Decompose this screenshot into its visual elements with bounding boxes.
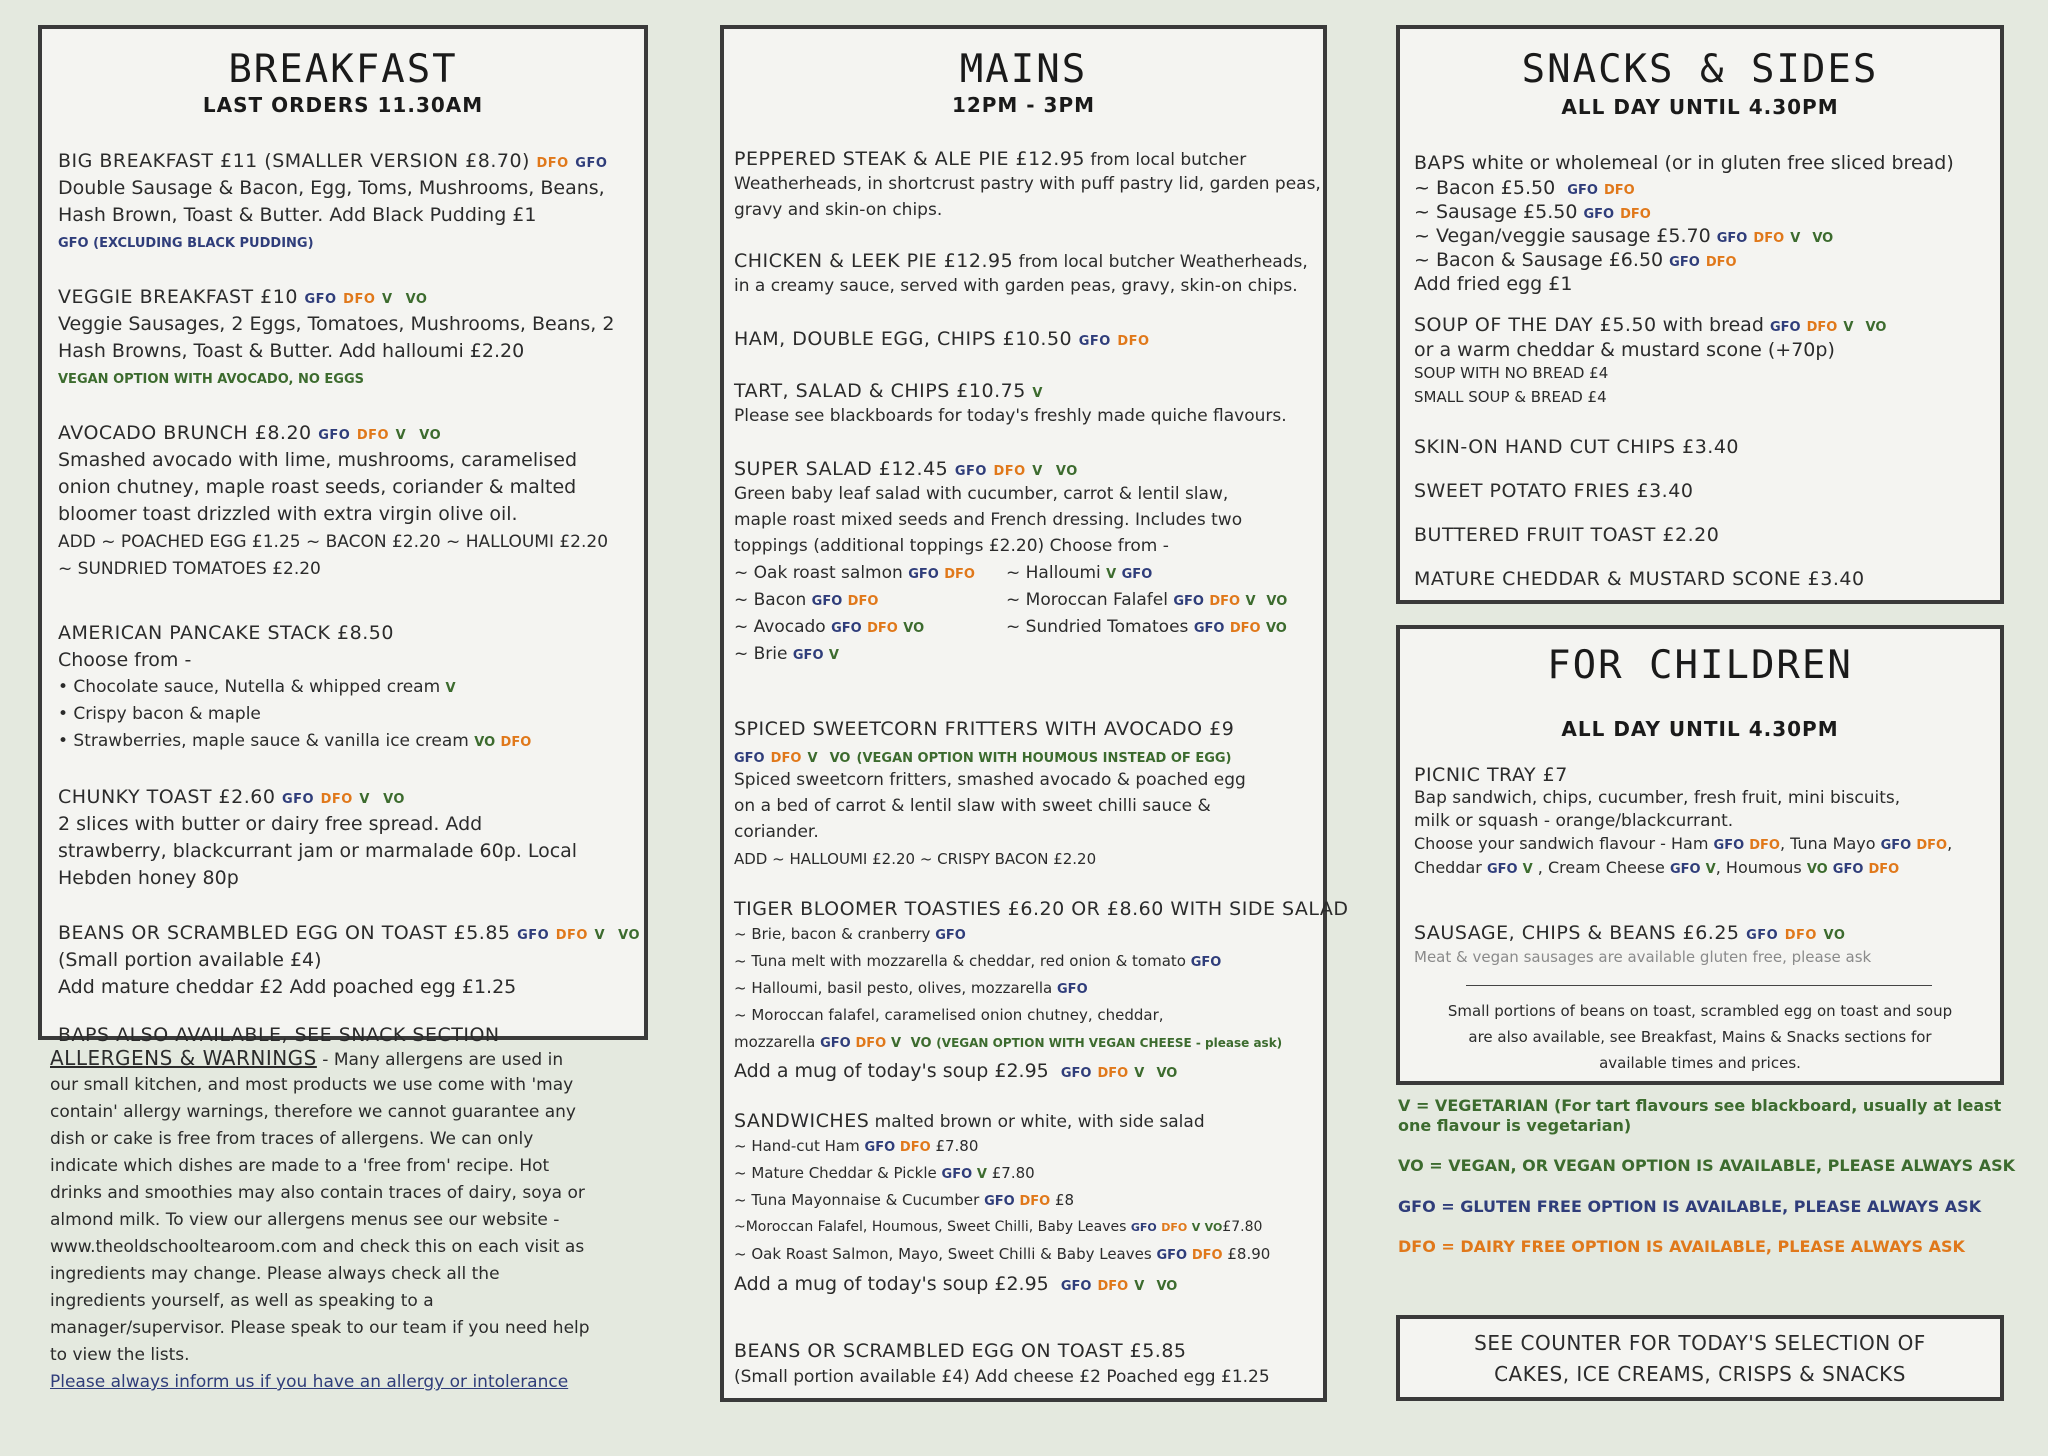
picnic-flavours: Choose your sandwich flavour - Ham GFO DFO, Tuna Mayo GFO DFO, xyxy=(1414,834,1953,853)
legend-vegan: VO = VEGAN, OR VEGAN OPTION IS AVAILABLE, PLEASE ALWAYS ASK xyxy=(1398,1156,2016,1175)
beans-toast-title: BEANS OR SCRAMBLED EGG ON TOAST £5.85 GFO DFO V VO xyxy=(58,922,641,944)
sandwich-item: ~Moroccan Falafel, Houmous, Sweet Chilli, Baby Leaves GFO DFO V VO£7.80 xyxy=(734,1219,1263,1235)
salad-topping: ~ Moroccan Falafel GFO DFO V VO xyxy=(1006,590,1288,610)
super-salad-title: SUPER SALAD £12.45 GFO DFO V VO xyxy=(734,458,1078,480)
picnic-title: PICNIC TRAY £7 xyxy=(1414,764,1568,786)
super-salad-desc: toppings (additional toppings £2.20) Choose from - xyxy=(734,536,1169,556)
avocado-brunch-add: ADD ~ POACHED EGG £1.25 ~ BACON £2.20 ~ HALLOUMI £2.20 xyxy=(58,532,609,552)
baps-note: BAPS ALSO AVAILABLE, SEE SNACK SECTION xyxy=(58,1024,500,1046)
allergens-website[interactable]: www.theoldschooltearoom.com and check this on each visit as xyxy=(50,1237,585,1257)
fritters-desc: Spiced sweetcorn fritters, smashed avocado & poached egg xyxy=(734,770,1246,790)
sausage-title: SAUSAGE, CHIPS & BEANS £6.25 GFO DFO VO xyxy=(1414,922,1846,944)
bap-item: ~ Bacon & Sausage £6.50 GFO DFO xyxy=(1414,249,1737,271)
chunky-toast-desc: 2 slices with butter or dairy free spread. Add xyxy=(58,813,483,835)
chunky-toast-desc: Hebden honey 80p xyxy=(58,867,239,889)
snacks-panel xyxy=(1396,25,2004,604)
legend-dairy-free: DFO = DAIRY FREE OPTION IS AVAILABLE, PLEASE ALWAYS ASK xyxy=(1398,1237,1965,1256)
allergens-line: manager/supervisor. Please speak to our team if you need help xyxy=(50,1318,590,1338)
sandwiches-title: SANDWICHES malted brown or white, with side salad xyxy=(734,1110,1205,1132)
salad-topping: ~ Brie GFO V xyxy=(734,644,839,664)
sandwich-item: ~ Mature Cheddar & Pickle GFO V £7.80 xyxy=(734,1164,1035,1182)
bap-item: ~ Vegan/veggie sausage £5.70 GFO DFO V VO xyxy=(1414,225,1834,247)
fritters-desc: on a bed of carrot & lentil slaw with sweet chilli sauce & xyxy=(734,796,1211,816)
soup-or: or a warm cheddar & mustard scone (+70p) xyxy=(1414,339,1835,361)
children-panel xyxy=(1396,625,2004,1085)
salad-topping: ~ Oak roast salmon GFO DFO xyxy=(734,563,975,583)
allergens-line: contain' allergy warnings, therefore we cannot guarantee any xyxy=(50,1102,576,1122)
toastie-item: mozzarella GFO DFO V VO (VEGAN OPTION WITH VEGAN CHEESE - please ask) xyxy=(734,1033,1283,1051)
avocado-brunch-add: ~ SUNDRIED TOMATOES £2.20 xyxy=(58,559,321,579)
pancake-option: • Strawberries, maple sauce & vanilla ice cream VO DFO xyxy=(58,731,532,751)
small-portions-note: Small portions of beans on toast, scrambled egg on toast and soup xyxy=(1447,1002,1953,1020)
allergens-line: ingredients may change. Please always check all the xyxy=(50,1264,500,1284)
soup-title: SOUP OF THE DAY £5.50 with bread GFO DFO V VO xyxy=(1414,314,1887,336)
steak-pie-desc: gravy and skin-on chips. xyxy=(734,200,943,220)
snacks-subtitle: ALL DAY UNTIL 4.30PM xyxy=(1561,95,1839,119)
toasties-title: TIGER BLOOMER TOASTIES £6.20 OR £8.60 WITH SIDE SALAD xyxy=(734,898,1349,920)
toastie-item: ~ Moroccan falafel, caramelised onion chutney, cheddar, xyxy=(734,1006,1164,1024)
allergens-line: to view the lists. xyxy=(50,1345,190,1365)
toastie-item: ~ Halloumi, basil pesto, olives, mozzarella GFO xyxy=(734,979,1088,997)
tart-title: TART, SALAD & CHIPS £10.75 V xyxy=(734,380,1043,402)
allergens-line: ingredients yourself, as well as speaking to a xyxy=(50,1291,434,1311)
super-salad-desc: Green baby leaf salad with cucumber, carrot & lentil slaw, xyxy=(734,484,1229,504)
breakfast-panel xyxy=(38,25,648,1046)
toastie-item: ~ Tuna melt with mozzarella & cheddar, red onion & tomato GFO xyxy=(734,952,1222,970)
allergens-heading: ALLERGENS & WARNINGS xyxy=(50,1046,317,1070)
veggie-breakfast-desc: Hash Browns, Toast & Butter. Add halloumi £2.20 xyxy=(58,340,525,362)
chunky-toast-title: CHUNKY TOAST £2.60 GFO DFO V VO xyxy=(58,786,405,808)
allergens-line: dish or cake is free from traces of allergens. We can only xyxy=(50,1129,534,1149)
snacks-title: SNACKS & SIDES xyxy=(1521,47,1879,92)
super-salad-desc: maple roast mixed seeds and French dressing. Includes two xyxy=(734,510,1243,530)
legend-vegetarian: one flavour is vegetarian) xyxy=(1398,1116,1632,1135)
children-title: FOR CHILDREN xyxy=(1547,643,1853,688)
veggie-breakfast-note: VEGAN OPTION WITH AVOCADO, NO EGGS xyxy=(58,372,364,387)
pancake-option: • Crispy bacon & maple xyxy=(58,704,261,724)
mains-title: MAINS xyxy=(959,47,1088,92)
steak-pie-title: PEPPERED STEAK & ALE PIE £12.95 from local butcher xyxy=(734,148,1247,170)
avocado-brunch-desc: Smashed avocado with lime, mushrooms, caramelised xyxy=(58,449,578,471)
pancake-title: AMERICAN PANCAKE STACK £8.50 xyxy=(58,622,394,644)
salad-topping: ~ Bacon GFO DFO xyxy=(734,590,879,610)
picnic-desc: milk or squash - orange/blackcurrant. xyxy=(1414,811,1734,831)
big-breakfast-desc: Double Sausage & Bacon, Egg, Toms, Mushrooms, Beans, xyxy=(58,177,605,199)
bap-item: ~ Sausage £5.50 GFO DFO xyxy=(1414,201,1651,223)
ham-egg-title: HAM, DOUBLE EGG, CHIPS £10.50 GFO DFO xyxy=(734,328,1150,350)
counter-box xyxy=(1396,1315,2004,1401)
mains-subtitle: 12PM - 3PM xyxy=(951,93,1096,117)
allergens-line: our small kitchen, and most products we use come with 'may xyxy=(50,1075,574,1095)
soup-no-bread: SOUP WITH NO BREAD £4 xyxy=(1414,364,1609,382)
mains-beans-title: BEANS OR SCRAMBLED EGG ON TOAST £5.85 xyxy=(734,1340,1187,1362)
picnic-flavours: Cheddar GFO V , Cream Cheese GFO V, Houmous VO GFO DFO xyxy=(1414,858,1900,877)
avocado-brunch-title: AVOCADO BRUNCH £8.20 GFO DFO V VO xyxy=(58,422,442,444)
beans-toast-desc: (Small portion available £4) xyxy=(58,949,322,971)
fries-item: SWEET POTATO FRIES £3.40 xyxy=(1414,480,1694,502)
chips-item: SKIN-ON HAND CUT CHIPS £3.40 xyxy=(1414,436,1740,458)
allergens-line: almond milk. To view our allergens menus see our website - xyxy=(50,1210,560,1230)
veggie-breakfast-title: VEGGIE BREAKFAST £10 GFO DFO V VO xyxy=(58,286,428,308)
fruit-toast-item: BUTTERED FRUIT TOAST £2.20 xyxy=(1414,524,1720,546)
sandwich-item: ~ Tuna Mayonnaise & Cucumber GFO DFO £8 xyxy=(734,1191,1075,1209)
legend-gluten-free: GFO = GLUTEN FREE OPTION IS AVAILABLE, PLEASE ALWAYS ASK xyxy=(1398,1197,1982,1216)
mains-panel xyxy=(720,25,1349,1402)
soup-upsell: Add a mug of today's soup £2.95 GFO DFO V VO xyxy=(734,1060,1178,1082)
soup-small: SMALL SOUP & BREAD £4 xyxy=(1414,388,1607,406)
salad-topping: ~ Sundried Tomatoes GFO DFO VO xyxy=(1006,617,1287,637)
allergens-line: ALLERGENS & WARNINGS - Many allergens are used in xyxy=(50,1046,564,1070)
big-breakfast-desc: Hash Brown, Toast & Butter. Add Black Pudding £1 xyxy=(58,204,537,226)
bap-item: ~ Bacon £5.50 GFO DFO xyxy=(1414,177,1635,199)
sausage-note: Meat & vegan sausages are available gluten free, please ask xyxy=(1414,948,1872,966)
breakfast-title: BREAKFAST xyxy=(228,47,458,92)
baps-title: BAPS white or wholemeal (or in gluten free sliced bread) xyxy=(1414,152,1954,174)
fritters-title: SPICED SWEETCORN FRITTERS WITH AVOCADO £9 xyxy=(734,718,1235,740)
small-portions-note: are also available, see Breakfast, Mains & Snacks sections for xyxy=(1468,1028,1932,1046)
picnic-desc: Bap sandwich, chips, cucumber, fresh fruit, mini biscuits, xyxy=(1414,788,1901,808)
pancake-choose: Choose from - xyxy=(58,649,192,671)
chicken-pie-title: CHICKEN & LEEK PIE £12.95 from local butcher Weatherheads, xyxy=(734,250,1308,272)
salad-topping: ~ Halloumi V GFO xyxy=(1006,563,1153,583)
big-breakfast-title: BIG BREAKFAST £11 (SMALLER VERSION £8.70) DFO GFO xyxy=(58,150,608,172)
fritters-desc: coriander. xyxy=(734,822,819,842)
chicken-pie-desc: in a creamy sauce, served with garden peas, gravy, skin-on chips. xyxy=(734,276,1298,296)
sandwich-item: ~ Hand-cut Ham GFO DFO £7.80 xyxy=(734,1137,979,1155)
big-breakfast-note: GFO (EXCLUDING BLACK PUDDING) xyxy=(58,236,314,251)
pancake-option: • Chocolate sauce, Nutella & whipped cream V xyxy=(58,677,456,697)
mains-beans-desc: (Small portion available £4) Add cheese £2 Poached egg £1.25 xyxy=(734,1367,1270,1387)
veggie-breakfast-desc: Veggie Sausages, 2 Eggs, Tomatoes, Mushrooms, Beans, 2 xyxy=(58,313,615,335)
chunky-toast-desc: strawberry, blackcurrant jam or marmalade 60p. Local xyxy=(58,840,578,862)
sandwich-item: ~ Oak Roast Salmon, Mayo, Sweet Chilli & Baby Leaves GFO DFO £8.90 xyxy=(734,1245,1271,1263)
legend-vegetarian: V = VEGETARIAN (For tart flavours see blackboard, usually at least xyxy=(1398,1096,2002,1115)
soup-upsell: Add a mug of today's soup £2.95 GFO DFO V VO xyxy=(734,1273,1178,1295)
allergens-line: indicate which dishes are made to a 'free from' recipe. Hot xyxy=(50,1156,550,1176)
divider xyxy=(1466,985,1932,986)
scone-item: MATURE CHEDDAR & MUSTARD SCONE £3.40 xyxy=(1414,568,1865,590)
steak-pie-desc: Weatherheads, in shortcrust pastry with puff pastry lid, garden peas, xyxy=(734,174,1321,194)
avocado-brunch-desc: bloomer toast drizzled with extra virgin olive oil. xyxy=(58,503,518,525)
fritters-add: ADD ~ HALLOUMI £2.20 ~ CRISPY BACON £2.20 xyxy=(734,850,1097,868)
breakfast-subtitle: LAST ORDERS 11.30AM xyxy=(202,93,484,117)
counter-line: CAKES, ICE CREAMS, CRISPS & SNACKS xyxy=(1494,1362,1906,1386)
counter-line: SEE COUNTER FOR TODAY'S SELECTION OF xyxy=(1474,1331,1926,1355)
salad-topping: ~ Avocado GFO DFO VO xyxy=(734,617,925,637)
tart-desc: Please see blackboards for today's freshly made quiche flavours. xyxy=(734,406,1287,426)
toastie-item: ~ Brie, bacon & cranberry GFO xyxy=(734,925,966,943)
avocado-brunch-desc: onion chutney, maple roast seeds, coriander & malted xyxy=(58,476,577,498)
allergens-inform: Please always inform us if you have an allergy or intolerance xyxy=(50,1372,569,1392)
small-portions-note: available times and prices. xyxy=(1599,1054,1801,1072)
allergens-line: drinks and smoothies may also contain traces of dairy, soya or xyxy=(50,1183,585,1203)
bap-egg: Add fried egg £1 xyxy=(1414,273,1573,295)
fritters-tags: GFO DFO V VO (VEGAN OPTION WITH HOUMOUS INSTEAD OF EGG) xyxy=(734,751,1232,766)
beans-toast-desc: Add mature cheddar £2 Add poached egg £1.25 xyxy=(58,976,517,998)
children-subtitle: ALL DAY UNTIL 4.30PM xyxy=(1561,717,1839,741)
